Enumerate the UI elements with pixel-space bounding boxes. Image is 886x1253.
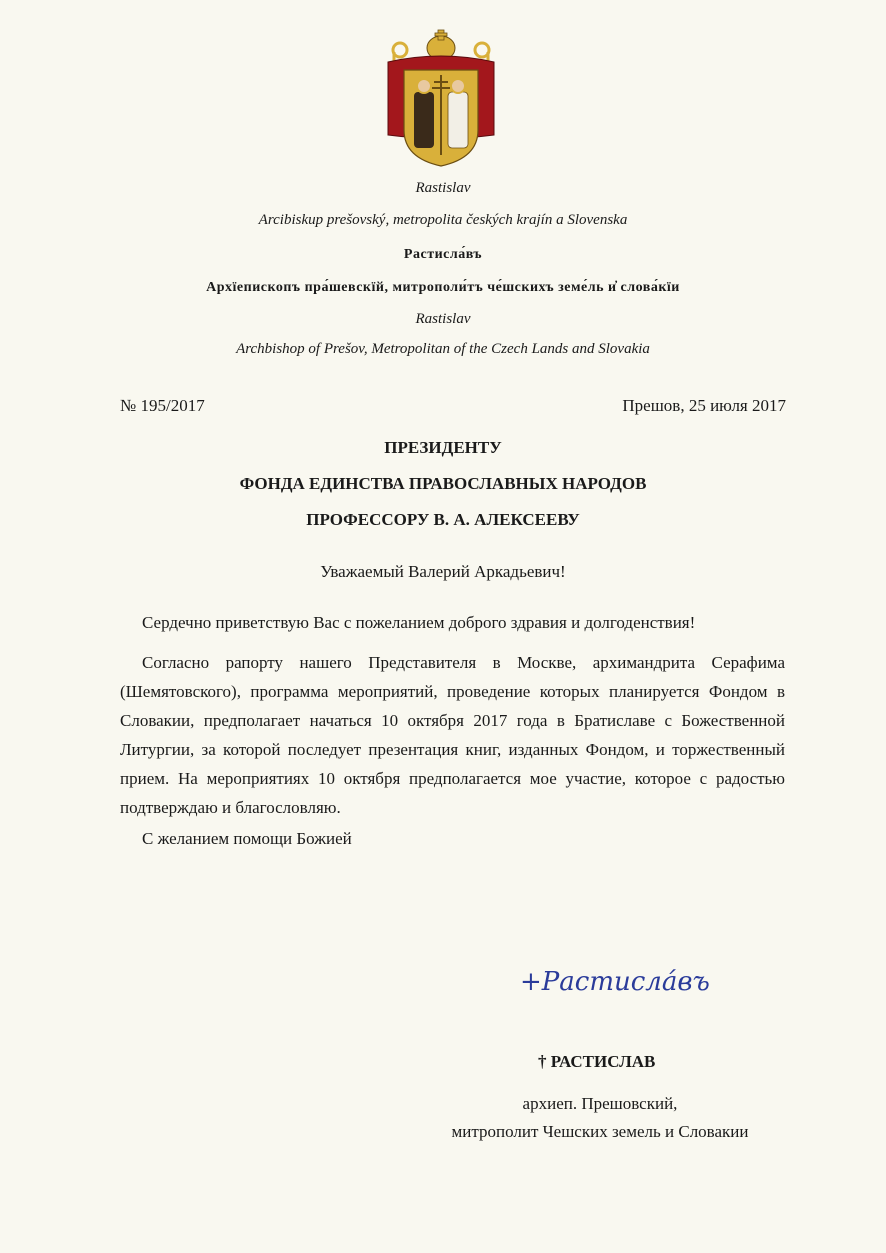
- body-paragraph-1: Сердечно приветствую Вас с пожеланием доброго здравия и долгоденствия!: [142, 613, 696, 632]
- document-number: № 195/2017: [120, 396, 205, 415]
- header-name-english: Rastislav: [415, 311, 471, 327]
- addressee-line-3: ПРОФЕССОРУ В. А. АЛЕКСЕЕВУ: [306, 510, 580, 529]
- body-paragraph-2: Согласно рапорту нашего Представителя в Москве, архимандрита Серафима (Шемятовского), программа мероприятий, проведение которых планируется Фондом в Словакии, предполагает начаться 10 октября 2017 года в Братиславе с Божественной Литургии, за которой последует презентация книг, изданных Фондом, и торжественный прием. На мероприятиях 10 октября предполагается мое участие, которое с радостью подтверждаю и благословляю.: [120, 653, 785, 817]
- addressee-line-1: ПРЕЗИДЕНТУ: [384, 438, 502, 457]
- body-paragraph-3: С желанием помощи Божией: [142, 829, 352, 848]
- signatory-title-1: архиеп. Прешовский,: [522, 1094, 678, 1113]
- addressee-line-2: ФОНДА ЕДИНСТВА ПРАВОСЛАВНЫХ НАРОДОВ: [239, 474, 647, 493]
- header-title-english: Archbishop of Prešov, Metropolitan of the Czech Lands and Slovakia: [236, 341, 650, 357]
- header-title-church-slavonic: Архїепископъ пра́шевскїй, митрополи́тъ че́шскихъ земе́ль и҆ слова́кїи: [206, 280, 680, 295]
- signatory-name: † РАСТИСЛАВ: [538, 1052, 656, 1071]
- place-and-date: Прешов, 25 июля 2017: [622, 396, 786, 415]
- handwritten-signature: [518, 960, 710, 1002]
- svg-text:+Растисла́въ: +Растисла́въ: [520, 967, 710, 997]
- signatory-title-2: митрополит Чешских земель и Словакии: [451, 1122, 749, 1141]
- header-name-slovak: Rastislav: [415, 180, 471, 196]
- header-name-church-slavonic: Растисла́въ: [403, 247, 483, 262]
- coat-of-arms-emblem: [386, 30, 496, 170]
- salutation: Уважаемый Валерий Аркадьевич!: [320, 562, 566, 581]
- header-title-slovak: Arcibiskup prešovský, metropolita českých krajín a Slovenska: [258, 212, 628, 228]
